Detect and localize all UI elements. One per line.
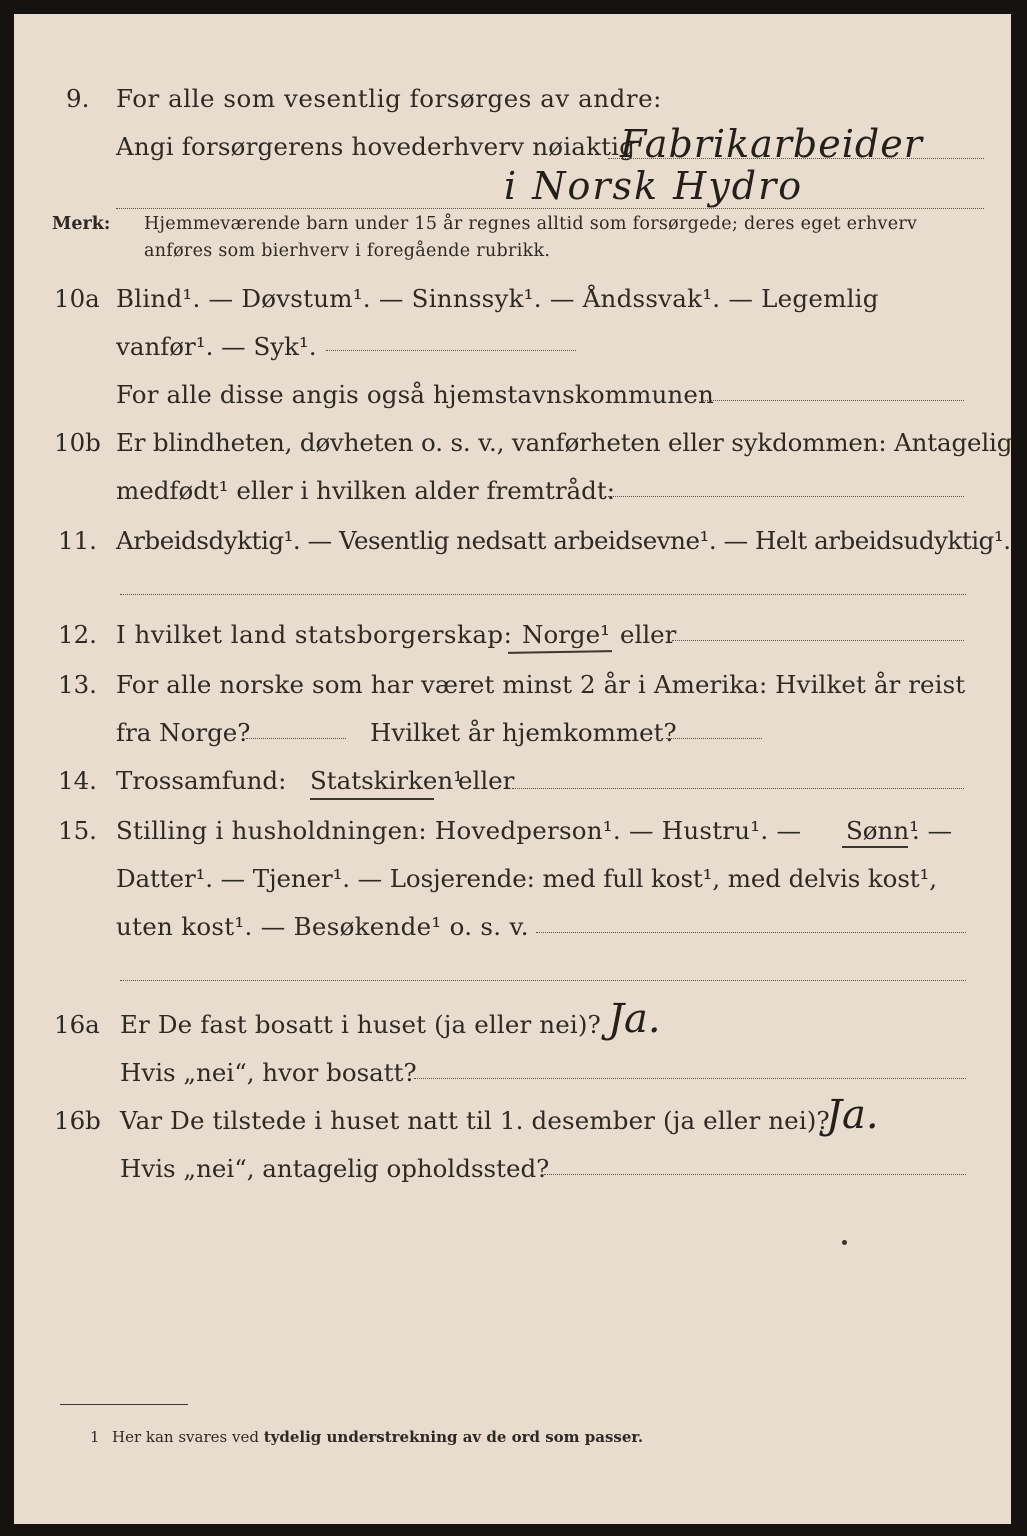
- q13-line2a: fra Norge?: [116, 718, 251, 747]
- q16b-line2: Hvis „nei“, antagelig opholdssted?: [120, 1154, 550, 1183]
- footnote-text-b: tydelig understrekning av de ord som passer.: [263, 1428, 644, 1446]
- q13-number: 13.: [58, 670, 97, 699]
- q13-line2b: Hvilket år hjemkommet?: [370, 718, 677, 747]
- q12-answer-line: [672, 640, 964, 641]
- q15-line1b: . —: [912, 816, 953, 845]
- merk-line2: anføres som bierhverv i foregående rubrikk.: [144, 241, 551, 261]
- q10a-line3: For alle disse angis også hjemstavnskommunen: [116, 380, 714, 409]
- q16b-opholdssted-line: [544, 1174, 966, 1175]
- q9-second-answer-line: [116, 208, 984, 209]
- q13-reist-line: [246, 738, 346, 739]
- q14-statskirken-underline: [310, 798, 434, 800]
- q10b-line1: Er blindheten, døvheten o. s. v., vanførheten eller sykdommen: Antagelig: [116, 428, 1013, 457]
- q10a-hjemstavn-line: [702, 400, 964, 401]
- q16b-number: 16b: [54, 1106, 101, 1135]
- q14-option-statskirken: Statskirken¹: [310, 766, 463, 795]
- merk-label: Merk:: [52, 214, 111, 234]
- q9-handwritten-answer: Fabrikarbeider: [620, 122, 923, 166]
- q9-line2: Angi forsørgerens hovederhverv nøiaktig: [116, 132, 636, 161]
- q14-after: eller: [458, 766, 515, 795]
- q10b-alder-line: [608, 496, 964, 497]
- q15-answer-line: [536, 932, 966, 933]
- q15-second-answer-line: [120, 980, 966, 981]
- q13-line1: For alle norske som har været minst 2 år i Amerika: Hvilket år reist: [116, 670, 966, 699]
- q10a-number: 10a: [54, 284, 100, 313]
- merk-line1: Hjemmeværende barn under 15 år regnes alltid som forsørgede; deres eget erhverv: [144, 214, 918, 234]
- footnote-text: [112, 1428, 643, 1446]
- q15-option-sonn: Sønn¹: [846, 816, 919, 845]
- q10a-line2: vanfør¹. — Syk¹.: [116, 332, 317, 361]
- q15-line2: Datter¹. — Tjener¹. — Losjerende: med full kost¹, med delvis kost¹,: [116, 864, 937, 893]
- ink-dot: [842, 1240, 847, 1245]
- q13-hjemkommet-line: [666, 738, 762, 739]
- q10b-number: 10b: [54, 428, 101, 457]
- q12-after: eller: [620, 620, 677, 649]
- footnote-rule: [60, 1404, 188, 1405]
- q12-number: 12.: [58, 620, 97, 649]
- q16a-number: 16a: [54, 1010, 100, 1039]
- q10b-line2: medfødt¹ eller i hvilken alder fremtrådt:: [116, 476, 615, 505]
- q11-answer-line: [120, 594, 966, 595]
- q15-line1a: Stilling i husholdningen: Hovedperson¹. — Hustru¹. —: [116, 816, 802, 845]
- q14-number: 14.: [58, 766, 97, 795]
- q12-norge-underline: [508, 650, 612, 654]
- q15-line3: uten kost¹. — Besøkende¹ o. s. v.: [116, 912, 529, 941]
- q14-label: Trossamfund:: [116, 766, 287, 795]
- q10a-line1: Blind¹. — Døvstum¹. — Sinnssyk¹. — Åndssvak¹. — Legemlig: [116, 284, 879, 313]
- q14-answer-line: [512, 788, 964, 789]
- q15-number: 15.: [58, 816, 97, 845]
- q16a-handwritten-answer: Ja.: [608, 996, 661, 1042]
- form-page: [14, 14, 1011, 1524]
- q16a-line1: Er De fast bosatt i huset (ja eller nei)?: [120, 1010, 601, 1039]
- q9-line1: For alle som vesentlig forsørges av andre:: [116, 84, 662, 113]
- q16a-line2: Hvis „nei“, hvor bosatt?: [120, 1058, 417, 1087]
- q10a-syk-line: [326, 350, 576, 351]
- q15-sonn-underline: [842, 846, 908, 848]
- q11-line1: Arbeidsdyktig¹. — Vesentlig nedsatt arbeidsevne¹. — Helt arbeidsudyktig¹.: [116, 526, 1011, 555]
- footnote-mark: 1: [90, 1428, 100, 1446]
- q16b-line1: Var De tilstede i huset natt til 1. desember (ja eller nei)?: [120, 1106, 830, 1135]
- q11-number: 11.: [58, 526, 97, 555]
- q16a-bosatt-line: [414, 1078, 966, 1079]
- q9-handwritten-answer-2: i Norsk Hydro: [504, 164, 804, 208]
- footnote-text-a: Her kan svares ved: [112, 1428, 259, 1446]
- q9-number: 9.: [66, 84, 90, 113]
- q16b-handwritten-answer: Ja.: [826, 1092, 879, 1138]
- q12-line1: I hvilket land statsborgerskap:: [116, 620, 513, 649]
- q12-option-norge: Norge¹: [522, 620, 610, 649]
